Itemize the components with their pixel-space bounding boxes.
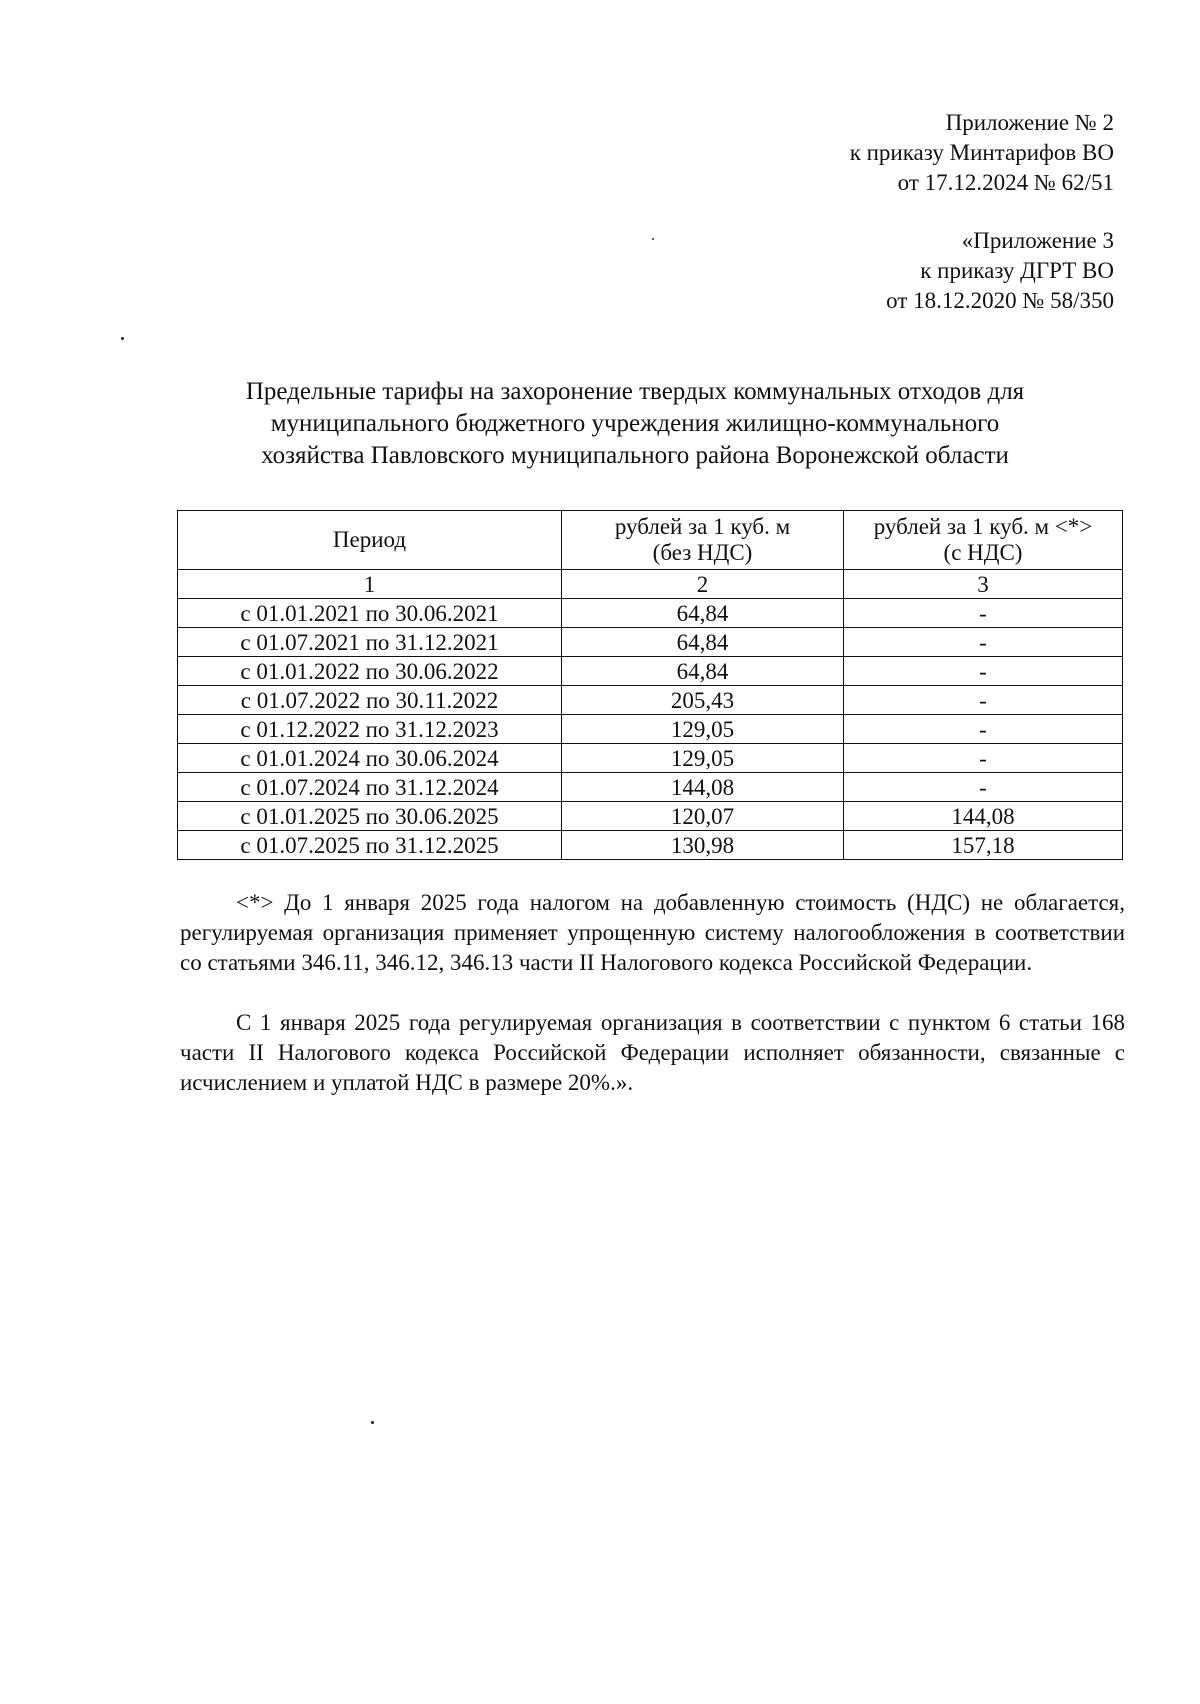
vat-footnote: <*> До 1 января 2025 года налогом на добавленную стоимость (НДС) не облагается, регулируемая организация применяет упрощенную систему налогообложения в соответствии со статьями 346.11, 346.12, 346.13 части II Налогового кодекса Российской Федерации.: [180, 890, 1125, 975]
period-cell: с 01.07.2021 по 31.12.2021: [178, 628, 562, 657]
tariff-without-vat-cell: 64,84: [562, 657, 844, 686]
tariff-without-vat-cell: 64,84: [562, 628, 844, 657]
tariff-with-vat-cell: -: [844, 744, 1123, 773]
tariff-with-vat-cell: -: [844, 773, 1123, 802]
period-cell: с 01.07.2022 по 30.11.2022: [178, 686, 562, 715]
tariff-with-vat-cell: 144,08: [844, 802, 1123, 831]
without-vat-header: [562, 511, 844, 570]
period-header: Период: [178, 511, 562, 570]
quoted-appendix-number: «Приложение 3: [961, 228, 1114, 253]
tariff-with-vat-cell: -: [844, 599, 1123, 628]
table-row: [178, 628, 1123, 657]
scan-speck: [652, 238, 654, 240]
vat-obligation-note: С 1 января 2025 года регулируемая организация в соответствии с пунктом 6 статьи 168 части II Налогового кодекса Российской Федерации исполняет обязанности, связанные с исчислением и уплатой НДС в размере 20%.».: [180, 1010, 1125, 1095]
period-cell: с 01.07.2024 по 31.12.2024: [178, 773, 562, 802]
appendix-order-date: от 17.12.2024 № 62/51: [897, 170, 1114, 195]
scan-speck: [371, 1421, 374, 1424]
without-vat-header-line: рублей за 1 куб. м: [614, 514, 791, 539]
period-cell: с 01.12.2022 по 31.12.2023: [178, 715, 562, 744]
column-number-row: [178, 570, 1123, 599]
period-cell: с 01.01.2022 по 30.06.2022: [178, 657, 562, 686]
tariff-without-vat-cell: 129,05: [562, 715, 844, 744]
quoted-appendix-order-name: к приказу ДГРТ ВО: [920, 258, 1114, 283]
with-vat-header-line: (с НДС): [943, 540, 1023, 565]
table-row: [178, 686, 1123, 715]
tariff-without-vat-cell: 144,08: [562, 773, 844, 802]
table-header-row: [178, 511, 1123, 570]
tariff-with-vat-cell: -: [844, 628, 1123, 657]
tariff-without-vat-cell: 120,07: [562, 802, 844, 831]
table-row: [178, 715, 1123, 744]
document-title: [170, 376, 1100, 472]
tariff-table: [177, 510, 1123, 860]
table-row: [178, 831, 1123, 860]
without-vat-header-line: (без НДС): [652, 540, 753, 565]
with-vat-header: [844, 511, 1123, 570]
appendix-reference: [850, 108, 1114, 198]
appendix-order-name: к приказу Минтарифов ВО: [849, 140, 1114, 165]
title-line: Предельные тарифы на захоронение твердых коммунальных отходов для: [245, 378, 1025, 405]
tariff-without-vat-cell: 205,43: [562, 686, 844, 715]
tariff-with-vat-cell: -: [844, 657, 1123, 686]
period-cell: с 01.01.2021 по 30.06.2021: [178, 599, 562, 628]
title-line: муниципального бюджетного учреждения жилищно-коммунального: [270, 410, 1000, 437]
quoted-appendix-order-date: от 18.12.2020 № 58/350: [886, 288, 1114, 313]
period-cell: с 01.07.2025 по 31.12.2025: [178, 831, 562, 860]
appendix-number: Приложение № 2: [945, 110, 1114, 135]
column-number: 1: [178, 570, 562, 599]
table-row: [178, 657, 1123, 686]
tariff-without-vat-cell: 130,98: [562, 831, 844, 860]
tariff-with-vat-cell: -: [844, 686, 1123, 715]
table-row: [178, 599, 1123, 628]
tariff-with-vat-cell: 157,18: [844, 831, 1123, 860]
table-row: [178, 802, 1123, 831]
scan-speck: [121, 337, 124, 340]
table-row: [178, 773, 1123, 802]
period-cell: с 01.01.2024 по 30.06.2024: [178, 744, 562, 773]
tariff-without-vat-cell: 64,84: [562, 599, 844, 628]
period-cell: с 01.01.2025 по 30.06.2025: [178, 802, 562, 831]
table-row: [178, 744, 1123, 773]
quoted-appendix-reference: [886, 226, 1114, 316]
tariff-without-vat-cell: 129,05: [562, 744, 844, 773]
title-line: хозяйства Павловского муниципального района Воронежской области: [261, 442, 1009, 469]
with-vat-header-line: рублей за 1 куб. м <*>: [873, 514, 1093, 539]
column-number: 2: [562, 570, 844, 599]
column-number: 3: [844, 570, 1123, 599]
tariff-with-vat-cell: -: [844, 715, 1123, 744]
